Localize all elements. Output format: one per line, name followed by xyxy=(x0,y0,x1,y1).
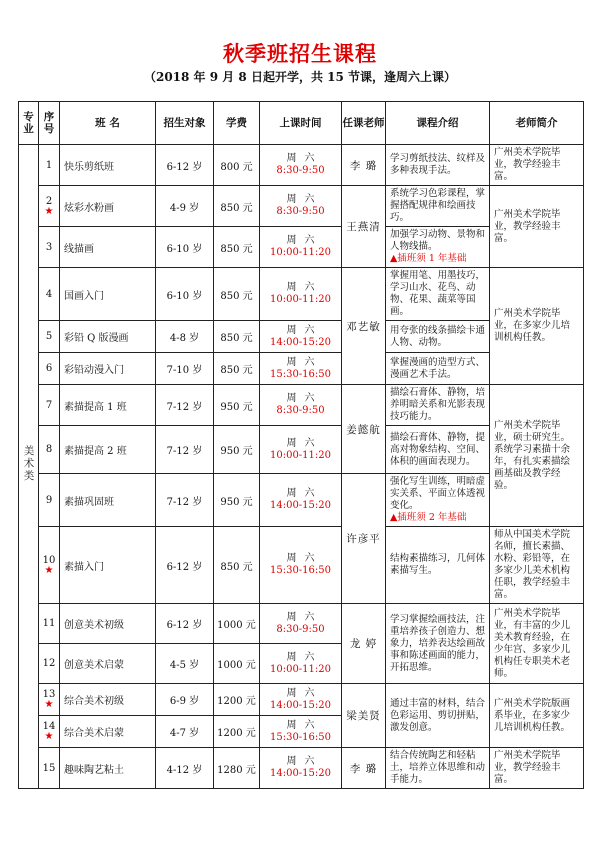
class-hours: 10:00-11:20 xyxy=(269,294,331,305)
fee: 1280 元 xyxy=(214,748,260,789)
table-row xyxy=(19,385,584,426)
class-name: 趣味陶艺粘土 xyxy=(60,748,156,789)
header-fee: 学费 xyxy=(214,102,260,145)
teacher-name: 李 璐 xyxy=(342,145,386,186)
class-hours: 10:00-11:20 xyxy=(269,449,331,461)
class-time xyxy=(260,474,342,527)
prerequisite-note: ▲插班须 2 年基础 xyxy=(390,512,467,523)
header-age: 招生对象 xyxy=(156,102,214,145)
course-intro-text: 描绘石膏体、静物，提高对物象结构、空间、体积的画面表现力。 xyxy=(390,431,486,467)
class-time xyxy=(260,426,342,474)
class-time xyxy=(260,145,342,186)
class-hours: 15:30-16:50 xyxy=(269,565,331,576)
fee: 1200 元 xyxy=(214,716,260,748)
class-day: 周六 xyxy=(286,719,323,731)
class-day: 周六 xyxy=(286,282,323,293)
class-name: 线描画 xyxy=(60,227,156,268)
fee: 950 元 xyxy=(214,474,260,527)
header-time: 上课时间 xyxy=(260,102,342,145)
fee: 800 元 xyxy=(214,145,260,186)
class-name: 彩铅动漫入门 xyxy=(60,353,156,385)
fee: 850 元 xyxy=(214,527,260,604)
course-intro-text: 结合传统陶艺和轻粘土，培养立体思维和动手能力。 xyxy=(390,750,486,785)
course-intro-text: 掌握漫画的造型方式、漫画艺术手法。 xyxy=(390,356,486,380)
seq-cell xyxy=(39,186,60,227)
class-day: 周六 xyxy=(286,488,323,499)
teacher-bio: 广州美术学院毕业，教学经验丰富。 xyxy=(490,186,584,268)
table-row xyxy=(19,186,584,227)
star-icon: ★ xyxy=(44,731,54,742)
seq-number: 14 xyxy=(42,721,56,732)
teacher-name: 邓艺敏 xyxy=(342,268,386,385)
seq-cell xyxy=(39,644,60,684)
seq-number: 4 xyxy=(45,288,53,300)
class-day: 周六 xyxy=(286,356,323,368)
course-intro xyxy=(386,604,490,684)
teacher-bio: 师从中国美术学院名师，擅长素描、水粉、彩铅等，在多家少儿美术机构任职，教学经验丰富。 xyxy=(490,527,584,604)
age-range: 6-10 岁 xyxy=(156,268,214,321)
class-day: 周六 xyxy=(286,553,323,564)
seq-number: 9 xyxy=(45,494,53,506)
age-range: 4-12 岁 xyxy=(156,748,214,789)
fee: 950 元 xyxy=(214,426,260,474)
header-row xyxy=(19,102,584,145)
seq-cell xyxy=(39,268,60,321)
class-name: 素描入门 xyxy=(60,527,156,604)
course-intro-text: 结构素描练习，几何体素描写生。 xyxy=(390,553,486,576)
class-day: 周六 xyxy=(286,235,323,246)
seq-cell xyxy=(39,353,60,385)
class-name: 创意美术初级 xyxy=(60,604,156,644)
age-range: 4-9 岁 xyxy=(156,186,214,227)
table-row xyxy=(19,748,584,789)
seq-number: 3 xyxy=(45,241,53,253)
header-bio: 老师简介 xyxy=(490,102,584,145)
age-range: 6-12 岁 xyxy=(156,145,214,186)
seq-number: 7 xyxy=(45,399,53,411)
star-icon: ★ xyxy=(44,564,54,576)
seq-number: 8 xyxy=(45,444,53,455)
age-range: 7-12 岁 xyxy=(156,426,214,474)
header-class-name: 班 名 xyxy=(60,102,156,145)
teacher-name: 姜懿航 xyxy=(342,385,386,474)
course-intro xyxy=(386,321,490,353)
class-hours: 14:00-15:20 xyxy=(269,699,331,711)
class-day: 周六 xyxy=(286,687,323,699)
category-cell xyxy=(19,145,39,789)
class-time xyxy=(260,748,342,789)
seq-cell xyxy=(39,527,60,604)
fee: 850 元 xyxy=(214,186,260,227)
course-intro-text: 学习掌握绘画技法，注重培养孩子创造力、想象力，培养表达绘画故事和陈述画面的能力，开拓思维。 xyxy=(390,613,486,673)
seq-cell xyxy=(39,684,60,716)
class-day: 周六 xyxy=(286,437,323,449)
class-name: 素描提高 2 班 xyxy=(60,426,156,474)
seq-cell xyxy=(39,716,60,748)
class-day: 周六 xyxy=(286,393,323,404)
class-time xyxy=(260,227,342,268)
class-time xyxy=(260,527,342,604)
course-intro xyxy=(386,684,490,748)
teacher-bio: 广州美术学院毕业，在多家少儿培训机构任教。 xyxy=(490,268,584,385)
header-teacher: 任课老师 xyxy=(342,102,386,145)
class-time xyxy=(260,385,342,426)
class-time xyxy=(260,186,342,227)
class-name: 国画入门 xyxy=(60,268,156,321)
category-label: 美术类 xyxy=(22,445,35,483)
course-intro-text: 描绘石膏体、静物，培养明暗关系和光影表现技巧能力。 xyxy=(390,387,486,422)
course-intro xyxy=(386,227,490,268)
fee: 850 元 xyxy=(214,268,260,321)
teacher-bio: 广州美术学院毕业，教学经验丰富。 xyxy=(490,145,584,186)
class-day: 周六 xyxy=(286,324,323,336)
teacher-bio: 广州美术学院毕业，教学经验丰富。 xyxy=(490,748,584,789)
class-name: 快乐剪纸班 xyxy=(60,145,156,186)
class-hours: 14:00-15:20 xyxy=(269,500,331,511)
class-hours: 8:30-9:50 xyxy=(276,165,325,176)
course-intro xyxy=(386,527,490,604)
seq-cell xyxy=(39,321,60,353)
header-seq: 序号 xyxy=(39,102,60,145)
class-hours: 8:30-9:50 xyxy=(276,206,325,217)
fee: 1000 元 xyxy=(214,604,260,644)
age-range: 6-12 岁 xyxy=(156,604,214,644)
course-intro xyxy=(386,385,490,426)
course-table xyxy=(18,101,584,789)
class-hours: 15:30-16:50 xyxy=(269,368,331,380)
course-intro-text: 通过丰富的材料，结合色彩运用、剪切拼贴，激发创意。 xyxy=(390,697,486,733)
class-name: 创意美术启蒙 xyxy=(60,644,156,684)
class-time xyxy=(260,353,342,385)
table-row xyxy=(19,604,584,644)
age-range: 6-12 岁 xyxy=(156,527,214,604)
class-name: 综合美术启蒙 xyxy=(60,716,156,748)
class-time xyxy=(260,604,342,644)
header-major: 专业 xyxy=(19,102,39,145)
age-range: 4-5 岁 xyxy=(156,644,214,684)
seq-cell xyxy=(39,426,60,474)
seq-cell xyxy=(39,227,60,268)
teacher-name: 许彦平 xyxy=(342,474,386,604)
table-row xyxy=(19,527,584,604)
page-title: 秋季班招生课程 xyxy=(223,41,377,66)
class-hours: 8:30-9:50 xyxy=(276,623,325,635)
fee: 850 元 xyxy=(214,321,260,353)
course-intro xyxy=(386,748,490,789)
seq-cell xyxy=(39,385,60,426)
teacher-name: 梁美贤 xyxy=(342,684,386,748)
class-day: 周六 xyxy=(286,611,323,623)
seq-cell xyxy=(39,604,60,644)
course-intro-text: 系统学习色彩课程，掌握搭配规律和绘画技巧。 xyxy=(390,188,486,223)
fee: 1000 元 xyxy=(214,644,260,684)
class-time xyxy=(260,321,342,353)
age-range: 7-12 岁 xyxy=(156,474,214,527)
age-range: 6-9 岁 xyxy=(156,684,214,716)
table-row xyxy=(19,145,584,186)
seq-number: 5 xyxy=(45,331,53,342)
teacher-bio: 广州美术学院版画系毕业，在多家少儿培训机构任教。 xyxy=(490,684,584,748)
course-intro-text: 用夸张的线条描绘卡通人物、动物。 xyxy=(390,324,486,348)
table-row xyxy=(19,684,584,716)
teacher-bio: 广州美术学院毕业，硕士研究生。系统学习素描十余年，有扎实素描绘画基础及教学经验。 xyxy=(490,385,584,527)
class-time xyxy=(260,268,342,321)
course-intro-text: 强化写生训练，明暗虚实关系、平面立体透视变化。 xyxy=(390,476,486,511)
class-name: 素描提高 1 班 xyxy=(60,385,156,426)
class-time xyxy=(260,644,342,684)
class-day: 周六 xyxy=(286,651,323,663)
seq-number: 13 xyxy=(42,689,56,700)
teacher-name: 王燕清 xyxy=(342,186,386,268)
header-intro: 课程介绍 xyxy=(386,102,490,145)
class-hours: 10:00-11:20 xyxy=(269,247,331,258)
course-intro xyxy=(386,268,490,321)
teacher-bio: 广州美术学院毕业，有丰富的少儿美术教育经验，在少年宫、多家少儿机构任专职美术老师。 xyxy=(490,604,584,684)
seq-cell xyxy=(39,748,60,789)
course-intro xyxy=(386,353,490,385)
class-name: 素描巩固班 xyxy=(60,474,156,527)
course-intro xyxy=(386,186,490,227)
teacher-name: 李 璐 xyxy=(342,748,386,789)
seq-cell xyxy=(39,474,60,527)
class-time xyxy=(260,716,342,748)
teacher-name: 龙 婷 xyxy=(342,604,386,684)
table-row xyxy=(19,268,584,321)
class-hours: 8:30-9:50 xyxy=(276,405,325,416)
seq-number: 12 xyxy=(42,658,56,669)
seq-number: 6 xyxy=(45,363,53,374)
class-name: 炫彩水粉画 xyxy=(60,186,156,227)
class-hours: 14:00-15:20 xyxy=(269,336,331,348)
course-intro-text: 学习剪纸技法、纹样及多种表现手法。 xyxy=(390,153,486,176)
class-day: 周六 xyxy=(286,194,323,205)
page-subtitle: （2018 年 9 月 8 日起开学，共 15 节课，逢周六上课） xyxy=(143,70,457,84)
course-intro-text: 掌握用笔、用墨技巧，学习山水、花鸟、动物、花果、蔬菜等国画。 xyxy=(390,270,486,317)
seq-number: 2 xyxy=(45,195,53,207)
fee: 950 元 xyxy=(214,385,260,426)
course-intro-text: 加强学习动物、景物和人物线描。 xyxy=(390,229,486,252)
class-time xyxy=(260,684,342,716)
course-intro xyxy=(386,145,490,186)
star-icon: ★ xyxy=(44,205,54,217)
fee: 850 元 xyxy=(214,227,260,268)
course-intro xyxy=(386,474,490,527)
class-name: 彩铅 Q 版漫画 xyxy=(60,321,156,353)
class-hours: 10:00-11:20 xyxy=(269,663,331,675)
course-intro xyxy=(386,426,490,474)
prerequisite-note: ▲插班须 1 年基础 xyxy=(390,253,467,264)
seq-cell xyxy=(39,145,60,186)
seq-number: 1 xyxy=(45,159,53,171)
star-icon: ★ xyxy=(44,699,54,710)
class-hours: 14:00-15:20 xyxy=(269,768,331,779)
age-range: 7-12 岁 xyxy=(156,385,214,426)
class-name: 综合美术初级 xyxy=(60,684,156,716)
class-day: 周六 xyxy=(286,153,323,164)
seq-number: 11 xyxy=(42,618,56,629)
age-range: 4-8 岁 xyxy=(156,321,214,353)
age-range: 7-10 岁 xyxy=(156,353,214,385)
age-range: 4-7 岁 xyxy=(156,716,214,748)
age-range: 6-10 岁 xyxy=(156,227,214,268)
fee: 1200 元 xyxy=(214,684,260,716)
class-day: 周六 xyxy=(286,756,323,767)
seq-number: 10 xyxy=(42,554,56,566)
class-hours: 15:30-16:50 xyxy=(269,731,331,743)
fee: 850 元 xyxy=(214,353,260,385)
seq-number: 15 xyxy=(42,762,56,774)
